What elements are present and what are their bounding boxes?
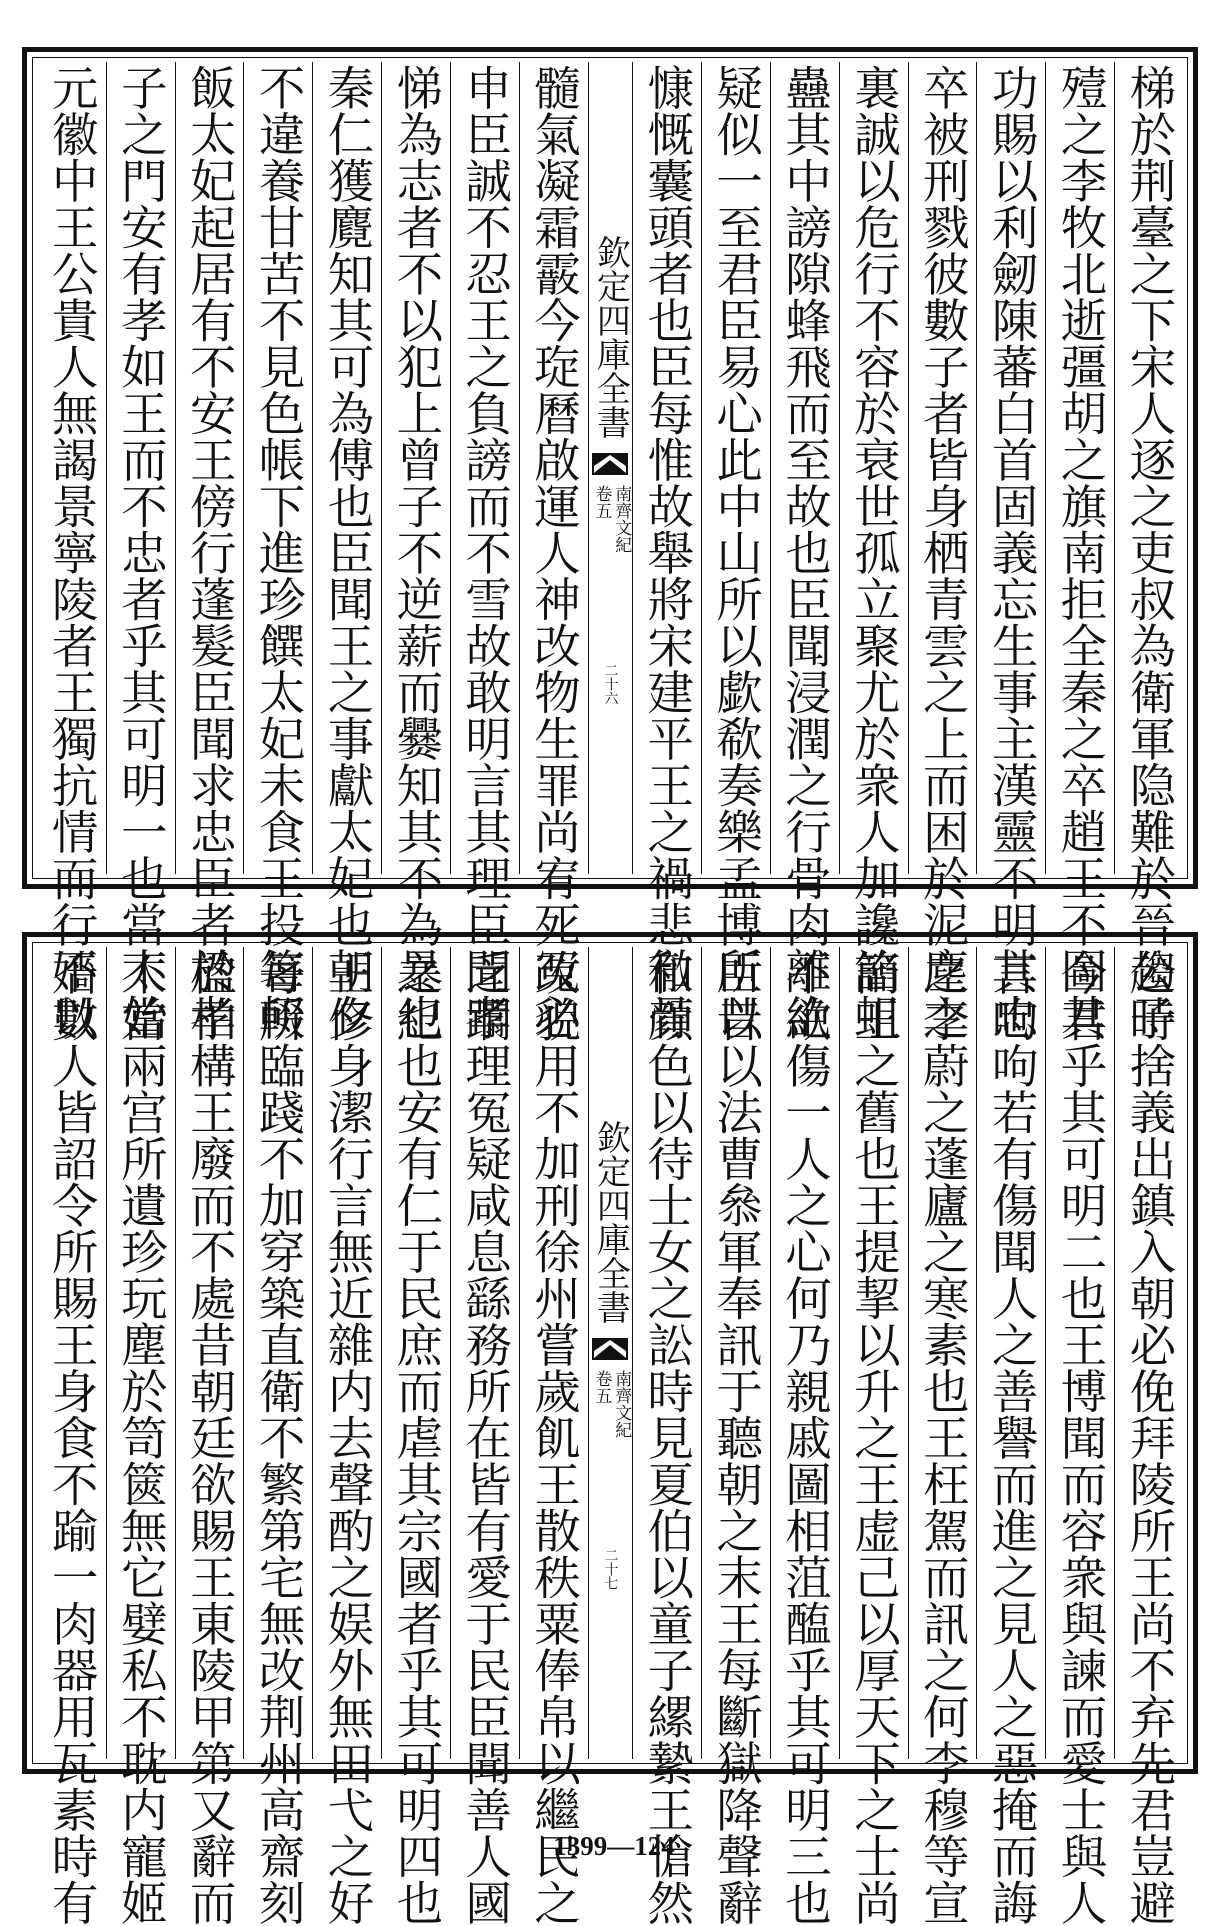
text-column (37, 62, 106, 1041)
spine-catalog (592, 1370, 630, 1438)
text-column (632, 62, 701, 1041)
text-column (770, 62, 839, 1041)
text-column (770, 947, 839, 1926)
column-text: 王修身潔行言無近雜内去聲酌之娱外無田弋之好 (320, 949, 375, 1926)
spine-volume: 卷五 (591, 485, 612, 519)
book-spine (588, 947, 632, 1759)
text-column (106, 62, 175, 1041)
column-text: 改貌用不加刑徐州嘗歲飢王散秩粟俸帛以繼民之 (527, 949, 582, 1926)
text-column (519, 62, 588, 1041)
text-column (519, 947, 588, 1926)
spine-catalog (592, 485, 630, 553)
spine-folio: 二十六 (602, 663, 619, 705)
text-column (1045, 947, 1114, 1926)
column-text: 之紀也安有仁于民庶而虐其宗國者乎其可明四也 (389, 949, 444, 1926)
top-text-columns (37, 62, 1183, 1041)
column-text: 趨時捨義出鎮入朝必俛拜陵所王尚不弃先君豈避 (1122, 949, 1177, 1926)
column-text: 不違養甘苦不見色帳下進珍饌太妃未食王投箸輟 (251, 64, 306, 1041)
column-text: 臣昔以法曹叅軍奉訊于聽朝之末王每斷獄降聲辭 (709, 949, 764, 1926)
text-column (632, 947, 701, 1926)
text-column (839, 62, 908, 1041)
column-text: 元徽中王公貴人無謁景寧陵者王獨抗情而行不以 (44, 64, 99, 1041)
column-text: 子之門安有孝如王而不忠者乎其可明一也當太始 (113, 64, 168, 1041)
column-text: 嬙數人皆詔令所賜王身食不踰一肉器用瓦素時有 (44, 949, 99, 1926)
column-text: 秦仁獲麑知其可為傅也臣聞王之事獻太妃也朝夕 (320, 64, 375, 1041)
text-column (701, 62, 770, 1041)
fish-tail-icon (592, 453, 628, 475)
text-column (381, 62, 450, 1041)
column-text: 今君乎其可明二也王博聞而容衆與諫而愛士與人 (1053, 949, 1108, 1926)
column-text: 飯太妃起居有不安王傍行蓬髮臣聞求忠臣者於孝 (182, 64, 237, 1041)
column-text: 楹柏構王廢而不處昔朝廷欲賜王東陵甲第又辭而 (182, 949, 237, 1926)
text-column (450, 947, 519, 1926)
text-column (381, 947, 450, 1926)
column-text: 疑似一至君臣易心此中山所以歔欷奏樂孟博所以 (709, 64, 764, 1041)
column-text: 梯於荆臺之下宋人逐之吏叔為衛軍隐難於晉公子 (1122, 64, 1177, 1041)
column-text: 功賜以利劒陳蕃白首固義忘生事主漢靈不明其忠 (984, 64, 1039, 1041)
spine-title: 欽定四庫全書 (590, 1120, 631, 1324)
column-text: 殪之李牧北逝彊胡之旗南拒全秦之卒趙王不圖其 (1053, 64, 1108, 1041)
text-column (37, 947, 106, 1926)
text-column (312, 62, 381, 1041)
text-column (701, 947, 770, 1926)
column-text: 蠱其中謗隙蜂飛而至故也臣聞浸潤之行骨肉離絶 (778, 64, 833, 1041)
text-column (976, 947, 1045, 1926)
text-column (908, 947, 977, 1926)
column-text: 不當兩宫所遺珍玩塵於笥篋無它嬖私不耽内寵姬 (113, 949, 168, 1926)
column-text: 慷慨囊頭者也臣每惟故舉將宋建平王之禍悲徹骨 (640, 64, 695, 1041)
top-page-frame (22, 47, 1198, 1041)
text-column (243, 947, 312, 1926)
text-column (243, 62, 312, 1041)
spine-book-name: 南齊文紀 (611, 1370, 632, 1438)
column-text: 卒被刑戮彼數子者皆身栖青雲之上而困於泥塵之 (915, 64, 970, 1041)
text-column (312, 947, 381, 1926)
text-column (175, 62, 244, 1041)
text-column (908, 62, 977, 1041)
column-text: 乏躢理冤疑咸息繇務所在皆有愛于民臣聞善人國 (458, 949, 513, 1926)
text-column (175, 947, 244, 1926)
column-text: 言呴呴若有傷聞人之善譽而進之見人之惡掩而誨 (984, 949, 1039, 1926)
column-text: 髓氣凝霜霰今琁曆啟運人神改物生罪尚宥死冤必 (527, 64, 582, 1041)
fish-tail-icon (592, 1338, 628, 1360)
text-column (839, 947, 908, 1926)
column-text: 和顔色以待士女之訟時見夏伯以童子縲縶王愴然 (640, 949, 695, 1926)
text-column (1045, 62, 1114, 1041)
spine-folio: 二十七 (602, 1548, 619, 1590)
spine-volume: 卷五 (591, 1370, 612, 1404)
column-text: 簡王之舊也王提挈以升之王虚己以厚天下之士尚 (846, 949, 901, 1926)
spine-title: 欽定四庫全書 (590, 235, 631, 439)
column-text: 悌為志者不以犯上曾子不逆薪而爨知其不為暴也 (389, 64, 444, 1041)
text-column (1114, 62, 1183, 1041)
book-spine (588, 62, 632, 874)
text-column (450, 62, 519, 1041)
column-text: 申臣誠不忍王之負謗而不雪故敢明言其理臣聞孝 (458, 64, 513, 1041)
text-column (976, 62, 1045, 1041)
column-text: 每所臨踐不加穿築直衛不繁第宅無改荆州高齋刻 (251, 949, 306, 1926)
column-text: 裏誠以危行不容於衰世孤立聚尤於衆人加讒諂蛆 (846, 64, 901, 1041)
page-number: 1399—124 (553, 1831, 675, 1861)
text-column (1114, 947, 1183, 1926)
column-text: 之李蔚之蓬廬之寒素也王枉駕而訊之何李穆等宣 (915, 949, 970, 1926)
column-text: 不欲傷一人之心何乃親戚圖相菹醢乎其可明三也 (778, 949, 833, 1926)
spine-book-name: 南齊文紀 (611, 485, 632, 553)
text-column (106, 947, 175, 1926)
